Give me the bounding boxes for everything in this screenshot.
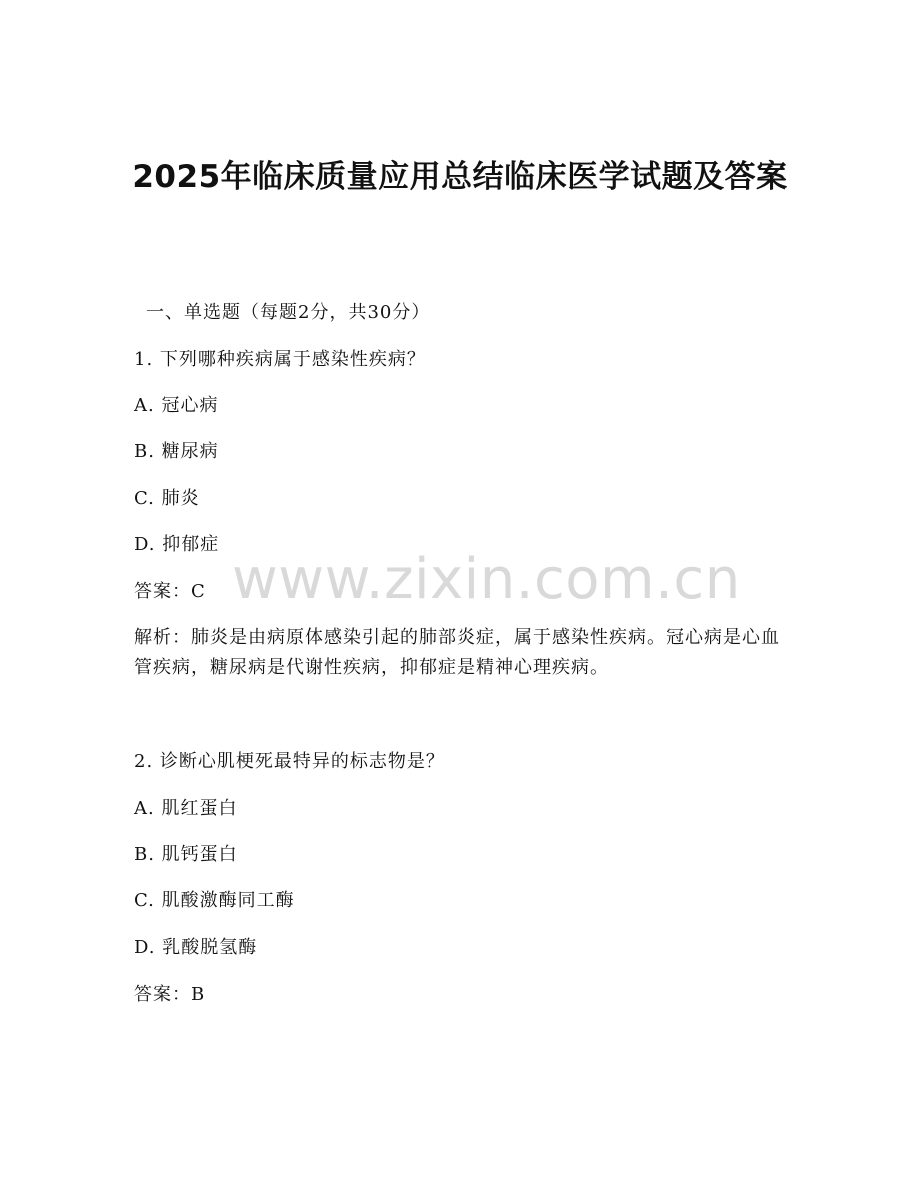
question-1-option-b: B. 糖尿病	[134, 441, 219, 462]
question-2-option-b: B. 肌钙蛋白	[134, 844, 238, 865]
section-header: 一、单选题（每题2分，共30分）	[146, 302, 431, 323]
question-1-option-c: C. 肺炎	[134, 488, 200, 509]
question-1-answer: 答案：C	[134, 581, 206, 602]
question-2-answer: 答案：B	[134, 984, 206, 1005]
document-title: 2025年临床质量应用总结临床医学试题及答案	[132, 159, 788, 195]
question-1-explanation: 解析：肺炎是由病原体感染引起的肺部炎症，属于感染性疾病。冠心病是心血管疾病，糖尿病是代谢性疾病，抑郁症是精神心理疾病。	[134, 627, 780, 678]
question-1-option-d: D. 抑郁症	[134, 534, 220, 555]
question-2: 2. 诊断心肌梗死最特异的标志物是？	[134, 751, 445, 772]
watermark: www.zixin.com.cn	[232, 547, 741, 612]
question-2-option-a: A. 肌红蛋白	[134, 798, 238, 819]
question-1: 1. 下列哪种疾病属于感染性疾病？	[134, 349, 426, 370]
question-2-option-d: D. 乳酸脱氢酶	[134, 937, 258, 958]
question-1-option-a: A. 冠心病	[134, 395, 219, 416]
question-2-option-c: C. 肌酸激酶同工酶	[134, 890, 295, 911]
